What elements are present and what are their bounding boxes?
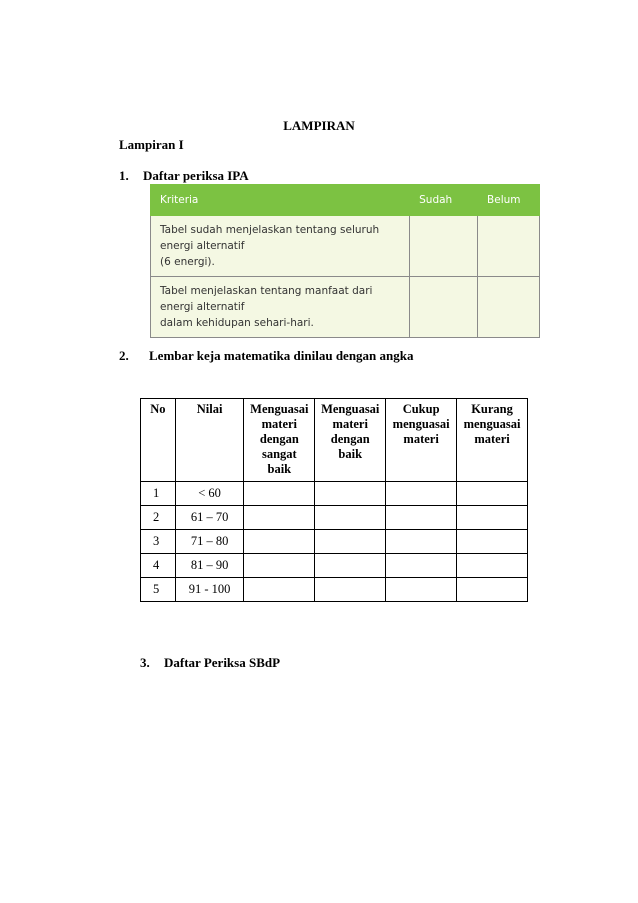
- belum-check-cell[interactable]: [478, 277, 540, 338]
- header-line: dengan: [330, 432, 370, 446]
- row-number-cell: 5: [141, 578, 176, 602]
- assessment-check-cell[interactable]: [244, 578, 315, 602]
- header-line: baik: [267, 462, 292, 476]
- assessment-check-cell[interactable]: [244, 482, 315, 506]
- score-range-cell: 91 - 100: [175, 578, 244, 602]
- header-line: Menguasai: [321, 402, 380, 416]
- header-line: dengan: [259, 432, 299, 446]
- math-score-table: [140, 398, 528, 602]
- header-line: materi: [474, 432, 510, 446]
- assessment-check-cell[interactable]: [244, 506, 315, 530]
- assessment-check-cell[interactable]: [386, 578, 457, 602]
- section-1-heading: [119, 168, 249, 184]
- section-2-heading: [119, 348, 414, 364]
- criteria-line: (6 energi).: [160, 256, 215, 268]
- assessment-check-cell[interactable]: [457, 530, 528, 554]
- header-line: Kurang: [471, 402, 513, 416]
- header-line: menguasai: [463, 417, 521, 431]
- ipa-header-row: [151, 185, 540, 216]
- assessment-check-cell[interactable]: [315, 482, 386, 506]
- row-number-cell: 3: [141, 530, 176, 554]
- section-2-number: 2.: [119, 348, 129, 363]
- attachment-label: Lampiran I: [119, 137, 184, 152]
- assessment-check-cell[interactable]: [457, 578, 528, 602]
- math-header-cell: [457, 399, 528, 482]
- assessment-check-cell[interactable]: [386, 506, 457, 530]
- criteria-cell: [151, 216, 410, 277]
- table-row: [151, 216, 540, 277]
- assessment-check-cell[interactable]: [457, 506, 528, 530]
- math-header-row: [141, 399, 528, 482]
- row-number-cell: 4: [141, 554, 176, 578]
- table-row: [141, 554, 528, 578]
- assessment-check-cell[interactable]: [315, 578, 386, 602]
- header-line: Cukup: [402, 402, 440, 416]
- assessment-check-cell[interactable]: [244, 530, 315, 554]
- score-range-cell: 61 – 70: [175, 506, 244, 530]
- header-sudah: Sudah: [410, 185, 478, 216]
- assessment-check-cell[interactable]: [315, 530, 386, 554]
- math-header-cell: [175, 399, 244, 482]
- header-line: baik: [338, 447, 363, 461]
- belum-check-cell[interactable]: [478, 216, 540, 277]
- math-header-cell: [141, 399, 176, 482]
- header-line: sangat: [261, 447, 297, 461]
- table-row: [141, 530, 528, 554]
- assessment-check-cell[interactable]: [457, 554, 528, 578]
- criteria-line: Tabel sudah menjelaskan tentang seluruh energi alternatif: [160, 224, 380, 252]
- section-1-title: Daftar periksa IPA: [143, 168, 249, 183]
- score-range-cell: 81 – 90: [175, 554, 244, 578]
- header-line: Nilai: [196, 402, 223, 416]
- math-header-cell: [386, 399, 457, 482]
- table-row: [151, 277, 540, 338]
- score-range-cell: < 60: [175, 482, 244, 506]
- math-header-cell: [315, 399, 386, 482]
- header-line: Menguasai: [250, 402, 309, 416]
- section-3-title: Daftar Periksa SBdP: [164, 655, 281, 670]
- section-3-heading: [140, 655, 280, 671]
- criteria-cell: [151, 277, 410, 338]
- header-belum: Belum: [478, 185, 540, 216]
- assessment-check-cell[interactable]: [315, 554, 386, 578]
- score-range-cell: 71 – 80: [175, 530, 244, 554]
- assessment-check-cell[interactable]: [386, 482, 457, 506]
- assessment-check-cell[interactable]: [386, 554, 457, 578]
- header-line: materi: [261, 417, 298, 431]
- sudah-check-cell[interactable]: [410, 216, 478, 277]
- assessment-check-cell[interactable]: [457, 482, 528, 506]
- math-header-cell: [244, 399, 315, 482]
- row-number-cell: 1: [141, 482, 176, 506]
- section-1-number: 1.: [119, 168, 129, 183]
- sudah-check-cell[interactable]: [410, 277, 478, 338]
- header-line: materi: [332, 417, 368, 431]
- ipa-checklist-table: [150, 184, 540, 338]
- assessment-check-cell[interactable]: [244, 554, 315, 578]
- header-line: No: [150, 402, 166, 416]
- header-line: menguasai: [392, 417, 450, 431]
- assessment-check-cell[interactable]: [386, 530, 457, 554]
- table-row: [141, 482, 528, 506]
- page-title: LAMPIRAN: [283, 118, 355, 133]
- section-2-title: Lembar keja matematika dinilau dengan angka: [149, 348, 414, 363]
- assessment-check-cell[interactable]: [315, 506, 386, 530]
- header-line: materi: [403, 432, 439, 446]
- table-row: [141, 506, 528, 530]
- criteria-line: dalam kehidupan sehari-hari.: [160, 317, 314, 329]
- row-number-cell: 2: [141, 506, 176, 530]
- section-3-number: 3.: [140, 655, 150, 670]
- table-row: [141, 578, 528, 602]
- header-kriteria: Kriteria: [151, 185, 410, 216]
- criteria-line: Tabel menjelaskan tentang manfaat dari energi alternatif: [160, 285, 373, 313]
